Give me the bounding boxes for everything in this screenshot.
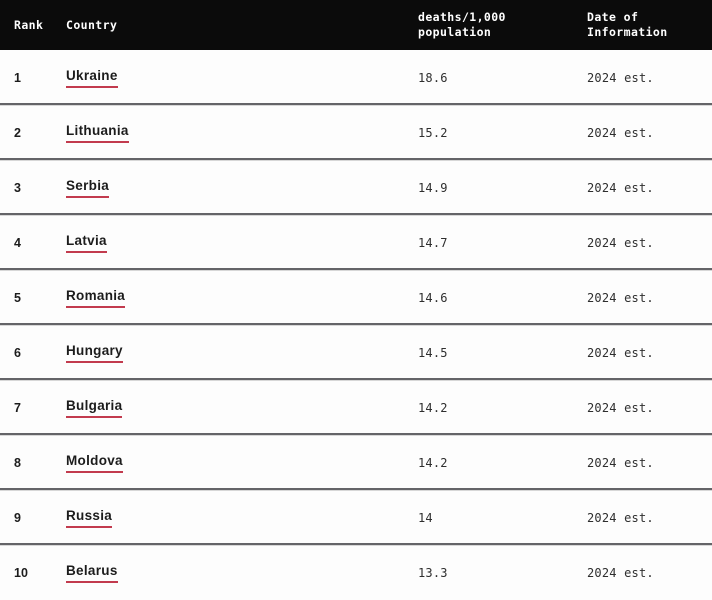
table-row [0, 105, 712, 160]
date-cell: 2024 est. [587, 345, 654, 360]
table-row [0, 435, 712, 490]
column-header-country: Country [66, 17, 118, 32]
table-row [0, 50, 712, 105]
country-cell [66, 452, 418, 473]
deaths-value-cell: 15.2 [418, 125, 448, 140]
rank-cell: 10 [14, 565, 28, 580]
country-cell [66, 177, 418, 198]
country-cell [66, 232, 418, 253]
table-row [0, 325, 712, 380]
country-link[interactable]: Russia [66, 508, 112, 528]
country-cell [66, 342, 418, 363]
deaths-value-cell: 14.9 [418, 180, 448, 195]
country-cell [66, 67, 418, 88]
rank-cell: 9 [14, 510, 21, 525]
column-header-deaths [418, 10, 587, 40]
country-link[interactable]: Bulgaria [66, 398, 122, 418]
deaths-value-cell: 14 [418, 510, 433, 525]
deaths-value-cell: 14.7 [418, 235, 448, 250]
column-header-date-line1: Date of [587, 10, 639, 24]
country-link[interactable]: Ukraine [66, 68, 118, 88]
country-link[interactable]: Latvia [66, 233, 107, 253]
table-row [0, 215, 712, 270]
country-cell [66, 397, 418, 418]
rank-cell: 6 [14, 345, 21, 360]
date-cell: 2024 est. [587, 565, 654, 580]
rank-cell: 4 [14, 235, 21, 250]
column-header-date [587, 10, 712, 40]
country-cell [66, 122, 418, 143]
deaths-value-cell: 14.2 [418, 400, 448, 415]
table-header [0, 0, 712, 50]
column-header-deaths-line2: population [418, 25, 492, 39]
country-link[interactable]: Serbia [66, 178, 109, 198]
table-body [0, 50, 712, 600]
country-link[interactable]: Moldova [66, 453, 123, 473]
rank-cell: 8 [14, 455, 21, 470]
date-cell: 2024 est. [587, 455, 654, 470]
date-cell: 2024 est. [587, 400, 654, 415]
country-cell [66, 287, 418, 308]
deaths-value-cell: 14.5 [418, 345, 448, 360]
country-cell [66, 562, 418, 583]
deaths-value-cell: 18.6 [418, 70, 448, 85]
deaths-value-cell: 14.2 [418, 455, 448, 470]
table-row [0, 490, 712, 545]
deaths-value-cell: 13.3 [418, 565, 448, 580]
table-row [0, 545, 712, 600]
column-header-deaths-line1: deaths/1,000 [418, 10, 506, 24]
rank-cell: 2 [14, 125, 21, 140]
date-cell: 2024 est. [587, 180, 654, 195]
rank-cell: 3 [14, 180, 21, 195]
country-link[interactable]: Lithuania [66, 123, 129, 143]
column-header-date-line2: Information [587, 25, 668, 39]
table-row [0, 380, 712, 435]
date-cell: 2024 est. [587, 510, 654, 525]
date-cell: 2024 est. [587, 125, 654, 140]
table-row [0, 270, 712, 325]
table-row [0, 160, 712, 215]
rank-cell: 7 [14, 400, 21, 415]
rank-cell: 5 [14, 290, 21, 305]
date-cell: 2024 est. [587, 235, 654, 250]
country-link[interactable]: Romania [66, 288, 125, 308]
country-link[interactable]: Hungary [66, 343, 123, 363]
country-link[interactable]: Belarus [66, 563, 118, 583]
date-cell: 2024 est. [587, 290, 654, 305]
deaths-value-cell: 14.6 [418, 290, 448, 305]
country-cell [66, 507, 418, 528]
column-header-rank: Rank [14, 17, 44, 32]
rank-cell: 1 [14, 70, 21, 85]
date-cell: 2024 est. [587, 70, 654, 85]
